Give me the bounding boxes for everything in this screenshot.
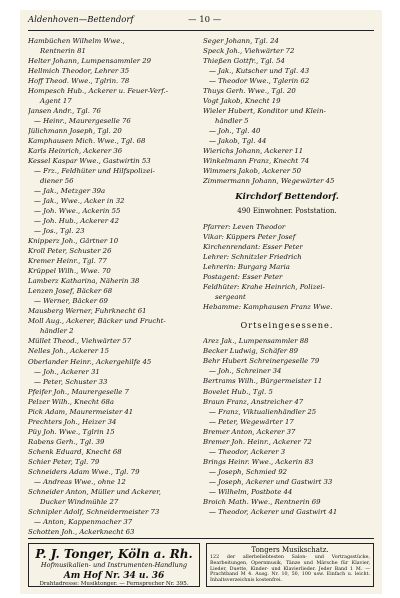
directory-entry: — Jak., Wwe., Acker in 32 xyxy=(34,197,125,206)
directory-entry: Kirchenrendant: Esser Peter xyxy=(203,243,303,252)
ad-company-sub: Hofmusikalien- und Instrumenten-Handlung xyxy=(40,561,188,569)
directory-entry: Pelzer Wilh., Knecht 68a xyxy=(28,397,114,406)
directory-entry: Schneider Anton, Müller und Ackerer, xyxy=(28,487,161,496)
directory-entry: Wierichs Johann, Ackerer 11 xyxy=(203,147,304,156)
directory-entry: — Theodor Wwe., Tglerin 62 xyxy=(209,77,310,86)
directory-entry: — Jos., Tgl. 23 xyxy=(34,227,85,236)
directory-entry: Jülichmann Joseph, Tgl. 20 xyxy=(28,127,122,136)
directory-entry: Schotten Joh., Ackerknecht 63 xyxy=(28,527,135,536)
ad-address: Am Hof Nr. 34 u. 36 xyxy=(63,571,165,581)
page-header xyxy=(28,15,374,29)
directory-entry: Braun Franz, Anstreicher 47 xyxy=(203,397,304,406)
directory-entry: — Andreas Wwe., ohne 12 xyxy=(34,477,126,486)
directory-entry: Wieler Hubert, Konditor und Klein- xyxy=(203,107,326,116)
page-number: — 10 — xyxy=(188,15,222,25)
directory-entry: Krüppel Wilh., Wwe. 70 xyxy=(28,267,111,276)
directory-entry: — Peter, Schuster 33 xyxy=(34,377,108,386)
residents-heading: Ortseingesessene. xyxy=(240,320,334,331)
directory-entry: Jansen Andr., Tgl. 76 xyxy=(28,107,101,116)
ad-contact: Drahtadresse: Musiktonger. — Fernsprecher Nr. 395. xyxy=(39,581,189,587)
directory-entry: Schenk Eduard, Knecht 68 xyxy=(28,447,122,456)
residents-list xyxy=(203,336,371,516)
directory-entry: — Wilhelm, Postbote 44 xyxy=(209,487,293,496)
directory-entry: — Frz., Feldhüter und Hilfspolizei- xyxy=(34,167,155,176)
directory-entry: Hompesch Hub., Ackerer u. Feuer-Verf.- xyxy=(28,87,169,96)
directory-entry: Thuys Gerh. Wwe., Tgl. 20 xyxy=(203,87,296,96)
header-rule xyxy=(28,30,374,31)
advertisement-bar xyxy=(28,538,374,591)
directory-entry: Wimmers Jakob, Ackerer 50 xyxy=(203,167,302,176)
ad-company-name: P. J. Tonger, Köln a. Rh. xyxy=(35,547,193,561)
ad-body: 122 der allerbeliebtesten Salon- und Vortragsstücke, Bearbeitungen, Opernmusik, Tänze und Märsche für Klavier, Lieder, Duette, Kinder- und Klavierlieder. Jeder Band 1 M. — Prachtband M 4. Ausg. Nr. 10, 50, 100 usw. Einfach u. leicht. Inhaltsverzeichnis kostenfrei. xyxy=(210,555,370,584)
directory-entry: Pfarrer: Leven Theodor xyxy=(203,223,286,232)
directory-entry: Schneiders Adam Wwe., Tgl. 79 xyxy=(28,467,140,476)
directory-entry: Becker Ludwig, Schäfer 89 xyxy=(203,347,299,356)
directory-entry: Schnipler Adolf, Schneidermeister 73 xyxy=(28,507,160,516)
directory-entry: Behr Hubert Schreinergeselle 79 xyxy=(203,357,320,366)
directory-entry: Agent 17 xyxy=(40,97,72,106)
directory-entry: Broich Math. Wwe., Rentnerin 69 xyxy=(203,497,321,506)
tonger-ad xyxy=(28,543,200,587)
directory-entry: — Jak., Metzger 39a xyxy=(34,187,106,196)
directory-entry: — Jakob, Tgl. 44 xyxy=(209,137,267,146)
directory-entry: Hebamme: Kamphausen Franz Wwe. xyxy=(203,303,333,312)
ad-title: Tongers Musikschatz. xyxy=(251,546,329,554)
directory-entry: Bovelet Hub., Tgl. 5 xyxy=(203,387,273,396)
directory-entry: — Anton, Kappenmacher 37 xyxy=(34,517,133,526)
directory-entry: Arez Jak., Lumpensammler 88 xyxy=(203,337,309,346)
directory-entry: Pick Adam, Maurermeister 41 xyxy=(28,407,134,416)
directory-entry: Pfeifer Joh., Maurergeselle 7 xyxy=(28,387,129,396)
directory-entry: — Joh. Wwe., Ackerin 55 xyxy=(34,207,121,216)
directory-entry: — Theodor, Ackerer und Gastwirt 41 xyxy=(209,507,338,516)
musikschatz-ad xyxy=(206,543,374,587)
directory-entry: Nelles Joh., Ackerer 15 xyxy=(28,347,109,356)
directory-entry: Karls Heinrich, Ackerer 36 xyxy=(28,147,123,156)
directory-entry: Seger Johann, Tgl. 24 xyxy=(203,37,279,45)
directory-entry: — Theodor, Ackerer 3 xyxy=(209,447,286,456)
directory-entry: diener 56 xyxy=(40,177,74,186)
directory-entry: Mausberg Werner, Fuhrknecht 61 xyxy=(28,307,147,316)
directory-entry: Moll Aug., Ackerer, Bäcker und Frucht- xyxy=(28,317,166,326)
directory-entry: Winkelmann Franz, Knecht 74 xyxy=(203,157,310,166)
directory-entry: Kamphausen Mich. Wwe., Tgl. 68 xyxy=(28,137,146,146)
directory-entry: Püy Joh. Wwe., Tglrin 15 xyxy=(28,427,115,436)
directory-entry: sergeant xyxy=(215,293,246,302)
directory-entry: Zimmermann Johann, Wegewärter 45 xyxy=(203,177,335,186)
directory-entry: Lehrer: Schnitzler Friedrich xyxy=(203,253,302,262)
directory-entry: Brings Heinr. Wwe., Ackerin 83 xyxy=(203,457,314,466)
directory-entry: Vikar: Küppers Peter Josef xyxy=(203,233,296,242)
directory-entry: Kessel Kaspar Wwe., Gastwirtin 53 xyxy=(28,157,151,166)
directory-entry: Hambüchen Wilhelm Wwe., xyxy=(28,37,125,45)
officials-list xyxy=(203,222,371,312)
directory-entry: — Joh., Ackerer 31 xyxy=(34,367,100,376)
directory-entry: — Joseph, Schmied 92 xyxy=(209,467,288,476)
directory-entry: — Joseph, Ackerer und Gastwirt 33 xyxy=(209,477,333,486)
directory-entry: Rentnerin 81 xyxy=(40,47,86,56)
directory-entry: — Joh., Schreiner 34 xyxy=(209,367,282,376)
directory-entry: Postagent: Esser Peter xyxy=(203,273,283,282)
right-column xyxy=(203,36,371,517)
directory-entry: Ducker Windmühle 27 xyxy=(40,497,119,506)
directory-entry: — Heinr., Maurergeselle 76 xyxy=(34,117,131,126)
directory-entry: Knipperz Joh., Gärtner 10 xyxy=(28,237,119,246)
directory-entry: — Joh. Hub., Ackerer 42 xyxy=(34,217,119,226)
directory-entry: Rabens Gerh., Tgl. 39 xyxy=(28,437,105,446)
directory-entry: händler 2 xyxy=(40,327,74,336)
directory-entry: Müllet Theod., Viehwärter 57 xyxy=(28,337,132,346)
directory-entry: — Joh., Tgl. 40 xyxy=(209,127,261,136)
directory-entry: Lenzen Josef, Bäcker 68 xyxy=(28,287,113,296)
directory-entry: Hellmich Theodor, Lehrer 35 xyxy=(28,67,130,76)
directory-entry: Bremer Joh. Heinr., Ackerer 72 xyxy=(203,437,312,446)
section-population: 490 Einwohner. Poststation. xyxy=(237,207,337,216)
directory-entry: Schier Peter, Tgl. 79 xyxy=(28,457,100,466)
directory-entry: Vogt Jakob, Knecht 19 xyxy=(203,97,281,106)
section-title: Kirchdorf Bettendorf. xyxy=(235,192,339,203)
directory-entry: Thießen Gottfr., Tgl. 54 xyxy=(203,57,285,66)
directory-entry: händler 5 xyxy=(215,117,249,126)
directory-entry: Prechters Joh., Heizer 34 xyxy=(28,417,117,426)
directory-entry: Feldhüter: Krahe Heinrich, Polizei- xyxy=(203,283,325,292)
directory-entry: Helter Johann, Lumpensammler 29 xyxy=(28,57,152,66)
directory-entry: Lamberz Katharina, Näherin 38 xyxy=(28,277,140,286)
left-column xyxy=(28,36,196,537)
directory-entry: Bertrams Wilh., Bürgermeister 11 xyxy=(203,377,323,386)
directory-entry: — Werner, Bäcker 69 xyxy=(34,297,108,306)
directory-entry: — Peter, Wegewärter 17 xyxy=(209,417,294,426)
right-column-entries xyxy=(203,36,371,186)
directory-entry: — Jak., Kutscher und Tgl. 43 xyxy=(209,67,310,76)
header-place: Aldenhoven—Bettendorf xyxy=(28,15,134,25)
directory-entry: Speck Joh., Viehwärter 72 xyxy=(203,47,295,56)
directory-entry: Kremer Heinr., Tgl. 77 xyxy=(28,257,107,266)
directory-entry: Kroll Peter, Schuster 26 xyxy=(28,247,112,256)
directory-page xyxy=(20,10,382,594)
directory-entry: Lehrerin: Burgarg Maria xyxy=(203,263,290,272)
directory-entry: Hoff Theod. Wwe., Tglrin. 78 xyxy=(28,77,130,86)
directory-entry: — Franz, Viktualienhändler 25 xyxy=(209,407,317,416)
directory-entry: Bremer Anton, Ackerer 37 xyxy=(203,427,296,436)
directory-entry: Oberlander Heinr., Ackergehilfe 45 xyxy=(28,357,152,366)
